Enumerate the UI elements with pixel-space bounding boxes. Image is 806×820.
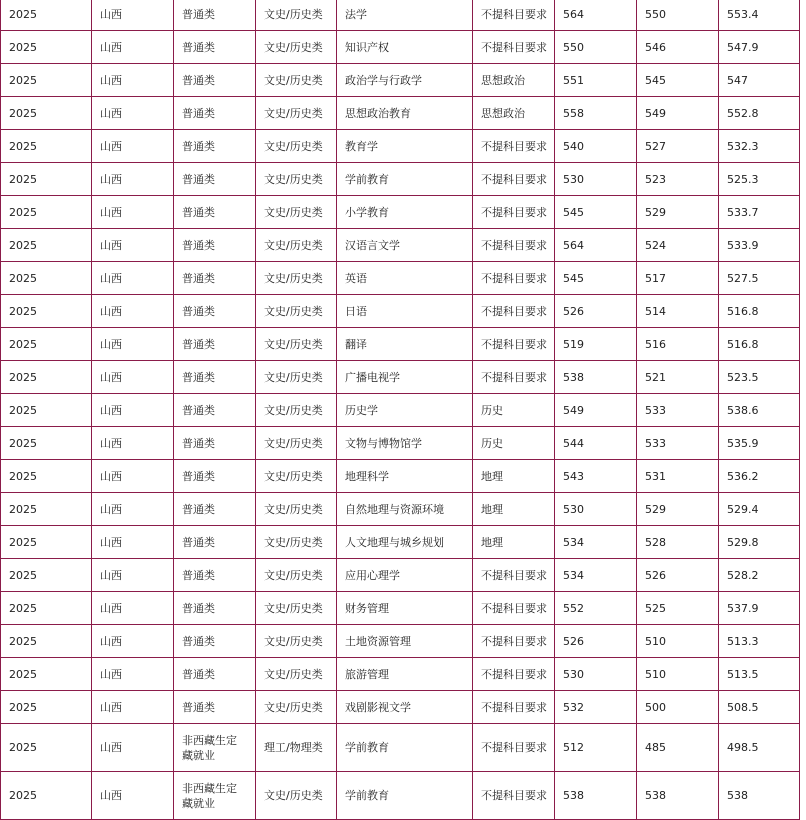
year-cell: 2025 bbox=[1, 196, 92, 229]
major-cell: 知识产权 bbox=[337, 31, 473, 64]
max-score-cell: 526 bbox=[555, 295, 637, 328]
subject-type-cell: 文史/历史类 bbox=[256, 229, 337, 262]
province-cell: 山西 bbox=[92, 427, 174, 460]
year-cell: 2025 bbox=[1, 691, 92, 724]
table-row bbox=[1, 130, 800, 163]
max-score-cell: 549 bbox=[555, 394, 637, 427]
province-cell: 山西 bbox=[92, 130, 174, 163]
table-row bbox=[1, 229, 800, 262]
province-cell: 山西 bbox=[92, 361, 174, 394]
major-cell: 学前教育 bbox=[337, 163, 473, 196]
min-score-cell: 550 bbox=[637, 0, 719, 31]
major-cell: 自然地理与资源环境 bbox=[337, 493, 473, 526]
subject-type-cell: 文史/历史类 bbox=[256, 328, 337, 361]
avg-score-cell: 516.8 bbox=[719, 295, 800, 328]
subject-type-cell: 文史/历史类 bbox=[256, 361, 337, 394]
table-row bbox=[1, 196, 800, 229]
category-cell: 普通类 bbox=[174, 97, 256, 130]
max-score-cell: 552 bbox=[555, 592, 637, 625]
category-cell: 普通类 bbox=[174, 691, 256, 724]
category-cell: 普通类 bbox=[174, 64, 256, 97]
year-cell: 2025 bbox=[1, 262, 92, 295]
table-row bbox=[1, 625, 800, 658]
avg-score-cell: 533.9 bbox=[719, 229, 800, 262]
province-cell: 山西 bbox=[92, 64, 174, 97]
major-cell: 思想政治教育 bbox=[337, 97, 473, 130]
category-cell: 普通类 bbox=[174, 262, 256, 295]
max-score-cell: 545 bbox=[555, 262, 637, 295]
table-row bbox=[1, 328, 800, 361]
subject-type-cell: 文史/历史类 bbox=[256, 691, 337, 724]
avg-score-cell: 508.5 bbox=[719, 691, 800, 724]
avg-score-cell: 528.2 bbox=[719, 559, 800, 592]
subject-requirement-cell: 不提科目要求 bbox=[473, 724, 555, 772]
major-cell: 翻译 bbox=[337, 328, 473, 361]
max-score-cell: 558 bbox=[555, 97, 637, 130]
category-cell: 普通类 bbox=[174, 229, 256, 262]
major-cell: 文物与博物馆学 bbox=[337, 427, 473, 460]
province-cell: 山西 bbox=[92, 460, 174, 493]
subject-requirement-cell: 地理 bbox=[473, 526, 555, 559]
table-row bbox=[1, 427, 800, 460]
max-score-cell: 526 bbox=[555, 625, 637, 658]
min-score-cell: 529 bbox=[637, 196, 719, 229]
province-cell: 山西 bbox=[92, 97, 174, 130]
year-cell: 2025 bbox=[1, 772, 92, 820]
table-row bbox=[1, 31, 800, 64]
category-cell: 普通类 bbox=[174, 658, 256, 691]
year-cell: 2025 bbox=[1, 559, 92, 592]
min-score-cell: 533 bbox=[637, 394, 719, 427]
max-score-cell: 530 bbox=[555, 493, 637, 526]
province-cell: 山西 bbox=[92, 262, 174, 295]
subject-requirement-cell: 不提科目要求 bbox=[473, 691, 555, 724]
year-cell: 2025 bbox=[1, 64, 92, 97]
subject-requirement-cell: 不提科目要求 bbox=[473, 196, 555, 229]
subject-requirement-cell: 不提科目要求 bbox=[473, 328, 555, 361]
province-cell: 山西 bbox=[92, 394, 174, 427]
avg-score-cell: 525.3 bbox=[719, 163, 800, 196]
subject-type-cell: 文史/历史类 bbox=[256, 658, 337, 691]
province-cell: 山西 bbox=[92, 772, 174, 820]
subject-type-cell: 文史/历史类 bbox=[256, 97, 337, 130]
year-cell: 2025 bbox=[1, 427, 92, 460]
year-cell: 2025 bbox=[1, 130, 92, 163]
year-cell: 2025 bbox=[1, 97, 92, 130]
category-cell: 普通类 bbox=[174, 592, 256, 625]
subject-requirement-cell: 不提科目要求 bbox=[473, 295, 555, 328]
category-cell: 普通类 bbox=[174, 196, 256, 229]
province-cell: 山西 bbox=[92, 31, 174, 64]
max-score-cell: 540 bbox=[555, 130, 637, 163]
province-cell: 山西 bbox=[92, 196, 174, 229]
avg-score-cell: 553.4 bbox=[719, 0, 800, 31]
avg-score-cell: 532.3 bbox=[719, 130, 800, 163]
year-cell: 2025 bbox=[1, 724, 92, 772]
subject-requirement-cell: 思想政治 bbox=[473, 97, 555, 130]
subject-requirement-cell: 不提科目要求 bbox=[473, 262, 555, 295]
table-row bbox=[1, 493, 800, 526]
subject-requirement-cell: 不提科目要求 bbox=[473, 658, 555, 691]
year-cell: 2025 bbox=[1, 493, 92, 526]
avg-score-cell: 547.9 bbox=[719, 31, 800, 64]
max-score-cell: 530 bbox=[555, 163, 637, 196]
avg-score-cell: 538 bbox=[719, 772, 800, 820]
major-cell: 教育学 bbox=[337, 130, 473, 163]
year-cell: 2025 bbox=[1, 328, 92, 361]
max-score-cell: 534 bbox=[555, 526, 637, 559]
min-score-cell: 500 bbox=[637, 691, 719, 724]
min-score-cell: 524 bbox=[637, 229, 719, 262]
min-score-cell: 516 bbox=[637, 328, 719, 361]
subject-type-cell: 理工/物理类 bbox=[256, 724, 337, 772]
table-row bbox=[1, 163, 800, 196]
major-cell: 戏剧影视文学 bbox=[337, 691, 473, 724]
year-cell: 2025 bbox=[1, 0, 92, 31]
table-row bbox=[1, 691, 800, 724]
max-score-cell: 519 bbox=[555, 328, 637, 361]
major-cell: 地理科学 bbox=[337, 460, 473, 493]
avg-score-cell: 498.5 bbox=[719, 724, 800, 772]
avg-score-cell: 552.8 bbox=[719, 97, 800, 130]
max-score-cell: 538 bbox=[555, 361, 637, 394]
max-score-cell: 564 bbox=[555, 229, 637, 262]
major-cell: 人文地理与城乡规划 bbox=[337, 526, 473, 559]
subject-type-cell: 文史/历史类 bbox=[256, 427, 337, 460]
major-cell: 土地资源管理 bbox=[337, 625, 473, 658]
table-row bbox=[1, 559, 800, 592]
province-cell: 山西 bbox=[92, 658, 174, 691]
year-cell: 2025 bbox=[1, 394, 92, 427]
subject-type-cell: 文史/历史类 bbox=[256, 0, 337, 31]
category-cell: 普通类 bbox=[174, 625, 256, 658]
avg-score-cell: 537.9 bbox=[719, 592, 800, 625]
province-cell: 山西 bbox=[92, 724, 174, 772]
major-cell: 历史学 bbox=[337, 394, 473, 427]
category-cell: 普通类 bbox=[174, 130, 256, 163]
min-score-cell: 510 bbox=[637, 625, 719, 658]
category-cell: 普通类 bbox=[174, 31, 256, 64]
subject-type-cell: 文史/历史类 bbox=[256, 196, 337, 229]
subject-type-cell: 文史/历史类 bbox=[256, 772, 337, 820]
subject-requirement-cell: 思想政治 bbox=[473, 64, 555, 97]
year-cell: 2025 bbox=[1, 625, 92, 658]
table-row bbox=[1, 592, 800, 625]
min-score-cell: 538 bbox=[637, 772, 719, 820]
table-row bbox=[1, 772, 800, 820]
max-score-cell: 551 bbox=[555, 64, 637, 97]
subject-requirement-cell: 地理 bbox=[473, 460, 555, 493]
avg-score-cell: 538.6 bbox=[719, 394, 800, 427]
province-cell: 山西 bbox=[92, 163, 174, 196]
category-cell: 普通类 bbox=[174, 526, 256, 559]
min-score-cell: 545 bbox=[637, 64, 719, 97]
province-cell: 山西 bbox=[92, 559, 174, 592]
province-cell: 山西 bbox=[92, 295, 174, 328]
year-cell: 2025 bbox=[1, 361, 92, 394]
major-cell: 法学 bbox=[337, 0, 473, 31]
table-row bbox=[1, 0, 800, 31]
category-cell: 普通类 bbox=[174, 328, 256, 361]
subject-type-cell: 文史/历史类 bbox=[256, 493, 337, 526]
subject-type-cell: 文史/历史类 bbox=[256, 394, 337, 427]
max-score-cell: 550 bbox=[555, 31, 637, 64]
category-cell: 普通类 bbox=[174, 427, 256, 460]
min-score-cell: 529 bbox=[637, 493, 719, 526]
province-cell: 山西 bbox=[92, 0, 174, 31]
subject-type-cell: 文史/历史类 bbox=[256, 592, 337, 625]
avg-score-cell: 523.5 bbox=[719, 361, 800, 394]
subject-requirement-cell: 不提科目要求 bbox=[473, 229, 555, 262]
max-score-cell: 512 bbox=[555, 724, 637, 772]
category-cell: 普通类 bbox=[174, 0, 256, 31]
min-score-cell: 549 bbox=[637, 97, 719, 130]
major-cell: 应用心理学 bbox=[337, 559, 473, 592]
avg-score-cell: 547 bbox=[719, 64, 800, 97]
major-cell: 旅游管理 bbox=[337, 658, 473, 691]
subject-requirement-cell: 不提科目要求 bbox=[473, 0, 555, 31]
table-row bbox=[1, 97, 800, 130]
subject-requirement-cell: 不提科目要求 bbox=[473, 625, 555, 658]
avg-score-cell: 527.5 bbox=[719, 262, 800, 295]
major-cell: 汉语言文学 bbox=[337, 229, 473, 262]
subject-requirement-cell: 地理 bbox=[473, 493, 555, 526]
year-cell: 2025 bbox=[1, 460, 92, 493]
table-row bbox=[1, 394, 800, 427]
max-score-cell: 538 bbox=[555, 772, 637, 820]
min-score-cell: 485 bbox=[637, 724, 719, 772]
avg-score-cell: 529.8 bbox=[719, 526, 800, 559]
year-cell: 2025 bbox=[1, 658, 92, 691]
subject-type-cell: 文史/历史类 bbox=[256, 64, 337, 97]
table-row bbox=[1, 295, 800, 328]
subject-requirement-cell: 不提科目要求 bbox=[473, 31, 555, 64]
min-score-cell: 528 bbox=[637, 526, 719, 559]
table-row bbox=[1, 64, 800, 97]
max-score-cell: 564 bbox=[555, 0, 637, 31]
subject-type-cell: 文史/历史类 bbox=[256, 163, 337, 196]
category-cell: 普通类 bbox=[174, 295, 256, 328]
category-cell: 普通类 bbox=[174, 163, 256, 196]
max-score-cell: 530 bbox=[555, 658, 637, 691]
min-score-cell: 527 bbox=[637, 130, 719, 163]
subject-requirement-cell: 不提科目要求 bbox=[473, 772, 555, 820]
min-score-cell: 531 bbox=[637, 460, 719, 493]
max-score-cell: 544 bbox=[555, 427, 637, 460]
min-score-cell: 533 bbox=[637, 427, 719, 460]
avg-score-cell: 533.7 bbox=[719, 196, 800, 229]
avg-score-cell: 529.4 bbox=[719, 493, 800, 526]
subject-requirement-cell: 历史 bbox=[473, 394, 555, 427]
min-score-cell: 517 bbox=[637, 262, 719, 295]
table-body bbox=[1, 0, 800, 820]
min-score-cell: 514 bbox=[637, 295, 719, 328]
province-cell: 山西 bbox=[92, 493, 174, 526]
subject-type-cell: 文史/历史类 bbox=[256, 625, 337, 658]
table-row bbox=[1, 262, 800, 295]
province-cell: 山西 bbox=[92, 526, 174, 559]
major-cell: 日语 bbox=[337, 295, 473, 328]
year-cell: 2025 bbox=[1, 229, 92, 262]
year-cell: 2025 bbox=[1, 526, 92, 559]
subject-requirement-cell: 不提科目要求 bbox=[473, 361, 555, 394]
table-row bbox=[1, 724, 800, 772]
table-row bbox=[1, 526, 800, 559]
subject-type-cell: 文史/历史类 bbox=[256, 262, 337, 295]
year-cell: 2025 bbox=[1, 163, 92, 196]
min-score-cell: 521 bbox=[637, 361, 719, 394]
subject-type-cell: 文史/历史类 bbox=[256, 130, 337, 163]
category-cell: 非西藏生定藏就业 bbox=[174, 772, 256, 820]
min-score-cell: 526 bbox=[637, 559, 719, 592]
major-cell: 学前教育 bbox=[337, 724, 473, 772]
subject-requirement-cell: 不提科目要求 bbox=[473, 163, 555, 196]
subject-type-cell: 文史/历史类 bbox=[256, 460, 337, 493]
avg-score-cell: 536.2 bbox=[719, 460, 800, 493]
major-cell: 财务管理 bbox=[337, 592, 473, 625]
major-cell: 英语 bbox=[337, 262, 473, 295]
year-cell: 2025 bbox=[1, 31, 92, 64]
province-cell: 山西 bbox=[92, 691, 174, 724]
category-cell: 普通类 bbox=[174, 361, 256, 394]
province-cell: 山西 bbox=[92, 229, 174, 262]
min-score-cell: 523 bbox=[637, 163, 719, 196]
max-score-cell: 545 bbox=[555, 196, 637, 229]
min-score-cell: 546 bbox=[637, 31, 719, 64]
major-cell: 广播电视学 bbox=[337, 361, 473, 394]
subject-requirement-cell: 不提科目要求 bbox=[473, 559, 555, 592]
province-cell: 山西 bbox=[92, 592, 174, 625]
avg-score-cell: 535.9 bbox=[719, 427, 800, 460]
category-cell: 普通类 bbox=[174, 559, 256, 592]
max-score-cell: 543 bbox=[555, 460, 637, 493]
subject-type-cell: 文史/历史类 bbox=[256, 31, 337, 64]
avg-score-cell: 513.3 bbox=[719, 625, 800, 658]
year-cell: 2025 bbox=[1, 295, 92, 328]
major-cell: 学前教育 bbox=[337, 772, 473, 820]
table-row bbox=[1, 361, 800, 394]
subject-requirement-cell: 历史 bbox=[473, 427, 555, 460]
avg-score-cell: 516.8 bbox=[719, 328, 800, 361]
province-cell: 山西 bbox=[92, 328, 174, 361]
max-score-cell: 534 bbox=[555, 559, 637, 592]
subject-type-cell: 文史/历史类 bbox=[256, 559, 337, 592]
table-row bbox=[1, 460, 800, 493]
category-cell: 普通类 bbox=[174, 493, 256, 526]
major-cell: 小学教育 bbox=[337, 196, 473, 229]
province-cell: 山西 bbox=[92, 625, 174, 658]
min-score-cell: 525 bbox=[637, 592, 719, 625]
table-row bbox=[1, 658, 800, 691]
subject-type-cell: 文史/历史类 bbox=[256, 295, 337, 328]
year-cell: 2025 bbox=[1, 592, 92, 625]
subject-requirement-cell: 不提科目要求 bbox=[473, 592, 555, 625]
major-cell: 政治学与行政学 bbox=[337, 64, 473, 97]
subject-requirement-cell: 不提科目要求 bbox=[473, 130, 555, 163]
category-cell: 普通类 bbox=[174, 460, 256, 493]
min-score-cell: 510 bbox=[637, 658, 719, 691]
category-cell: 非西藏生定藏就业 bbox=[174, 724, 256, 772]
max-score-cell: 532 bbox=[555, 691, 637, 724]
category-cell: 普通类 bbox=[174, 394, 256, 427]
subject-type-cell: 文史/历史类 bbox=[256, 526, 337, 559]
avg-score-cell: 513.5 bbox=[719, 658, 800, 691]
